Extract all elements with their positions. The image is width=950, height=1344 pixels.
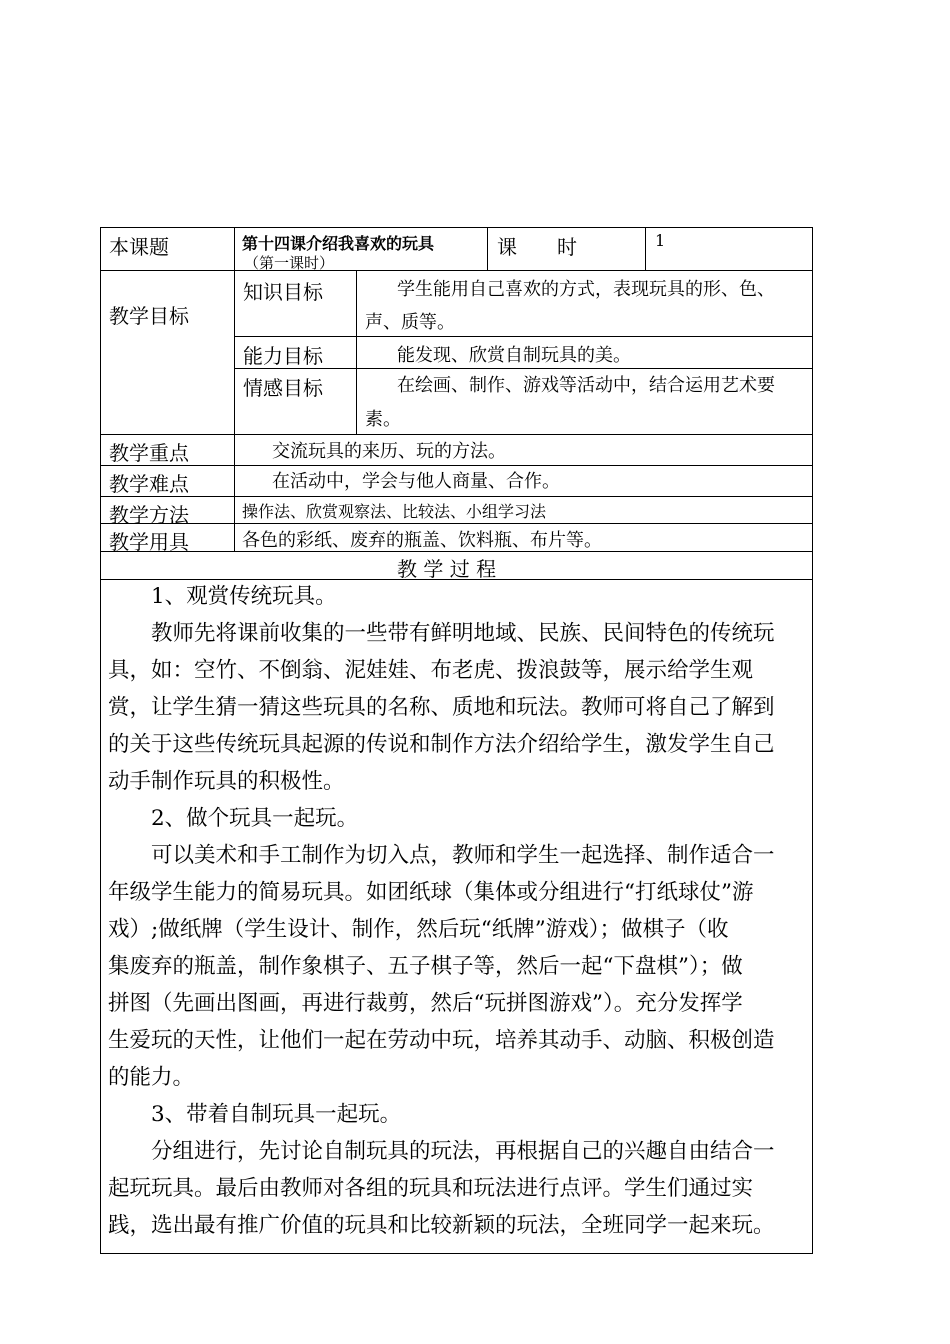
section-2-line: 集废弃的瓶盖，制作象棋子、五子棋子等，然后一起“下盘棋”）；做	[108, 954, 743, 979]
goals-label: 教学目标	[109, 304, 189, 328]
table-border-top	[100, 227, 813, 228]
focus-text: 交流玩具的来历、玩的方法。	[272, 441, 506, 462]
section-2-heading: 2、做个玩具一起玩。	[151, 806, 359, 831]
table-border-bottom	[100, 1253, 813, 1254]
section-1-line: 的关于这些传统玩具起源的传说和制作方法介绍给学生，激发学生自己	[108, 732, 775, 757]
section-3-line: 践，选出最有推广价值的玩具和比较新颖的玩法，全班同学一起来玩。	[108, 1213, 775, 1238]
process-body	[108, 578, 804, 1244]
section-2-line: 生爱玩的天性，让他们一起在劳动中玩，培养其动手、动脑、积极创造	[108, 1028, 775, 1053]
topic-label: 本课题	[109, 235, 169, 259]
emotion-goal-text: 在绘画、制作、游戏等活动中，结合运用艺术要	[397, 375, 775, 396]
col-divider	[356, 270, 357, 434]
hours-label: 课 时	[497, 235, 577, 259]
section-1-line: 赏，让学生猜一猜这些玩具的名称、质地和玩法。教师可将自己了解到	[108, 695, 775, 720]
difficulty-label: 教学难点	[109, 472, 189, 496]
hours-value: 1	[655, 231, 666, 250]
method-text: 操作法、欣赏观察法、比较法、小组学习法	[242, 502, 547, 521]
process-title: 教 学 过 程	[397, 557, 497, 581]
ability-goal-label: 能力目标	[243, 344, 323, 368]
col-divider	[234, 227, 235, 551]
row-divider	[100, 434, 813, 435]
section-2-line: 年级学生能力的简易玩具。如团纸球（集体或分组进行“打纸球仗”游	[108, 880, 754, 905]
knowledge-goal-text: 学生能用自己喜欢的方式，表现玩具的形、色、	[397, 279, 775, 300]
tools-text: 各色的彩纸、废弃的瓶盖、饮料瓶、布片等。	[242, 530, 602, 551]
section-3-heading: 3、带着自制玩具一起玩。	[151, 1102, 402, 1127]
topic-subtitle: （第一课时）	[244, 254, 335, 272]
knowledge-goal-text-cont: 声、质等。	[365, 312, 455, 333]
row-divider	[100, 270, 813, 271]
tools-label: 教学用具	[109, 530, 189, 554]
emotion-goal-text-cont: 素。	[365, 409, 401, 430]
section-1-heading: 1、观赏传统玩具。	[151, 584, 337, 609]
section-3-line: 起玩玩具。最后由教师对各组的玩具和玩法进行点评。学生们通过实	[108, 1176, 754, 1201]
topic-title: 第十四课介绍我喜欢的玩具	[242, 234, 435, 253]
focus-label: 教学重点	[109, 441, 189, 465]
method-label: 教学方法	[109, 503, 189, 527]
table-border-left	[100, 227, 101, 1254]
col-divider	[645, 227, 646, 270]
section-2-line: 可以美术和手工制作为切入点，教师和学生一起选择、制作适合一	[151, 843, 775, 868]
section-2-line: 拼图（先画出图画，再进行裁剪，然后“玩拼图游戏”）。充分发挥学	[108, 991, 743, 1016]
knowledge-goal-label: 知识目标	[243, 280, 323, 304]
row-divider	[234, 336, 813, 337]
section-3-line: 分组进行，先讨论自制玩具的玩法，再根据自己的兴趣自由结合一	[151, 1139, 775, 1164]
table-border-right	[812, 227, 813, 1254]
section-1-line: 具，如：空竹、不倒翁、泥娃娃、布老虎、拨浪鼓等，展示给学生观	[108, 658, 754, 683]
row-divider	[100, 465, 813, 466]
col-divider	[487, 227, 488, 270]
section-1-line: 动手制作玩具的积极性。	[108, 769, 345, 794]
row-divider	[100, 496, 813, 497]
section-2-line: 的能力。	[108, 1065, 195, 1090]
emotion-goal-label: 情感目标	[243, 376, 323, 400]
section-2-line: 戏）;做纸牌（学生设计、制作，然后玩“纸牌”游戏）；做棋子（收	[108, 917, 729, 942]
row-divider	[100, 523, 813, 524]
difficulty-text: 在活动中，学会与他人商量、合作。	[272, 471, 560, 492]
section-1-line: 教师先将课前收集的一些带有鲜明地域、民族、民间特色的传统玩	[151, 621, 775, 646]
ability-goal-text: 能发现、欣赏自制玩具的美。	[397, 345, 631, 366]
